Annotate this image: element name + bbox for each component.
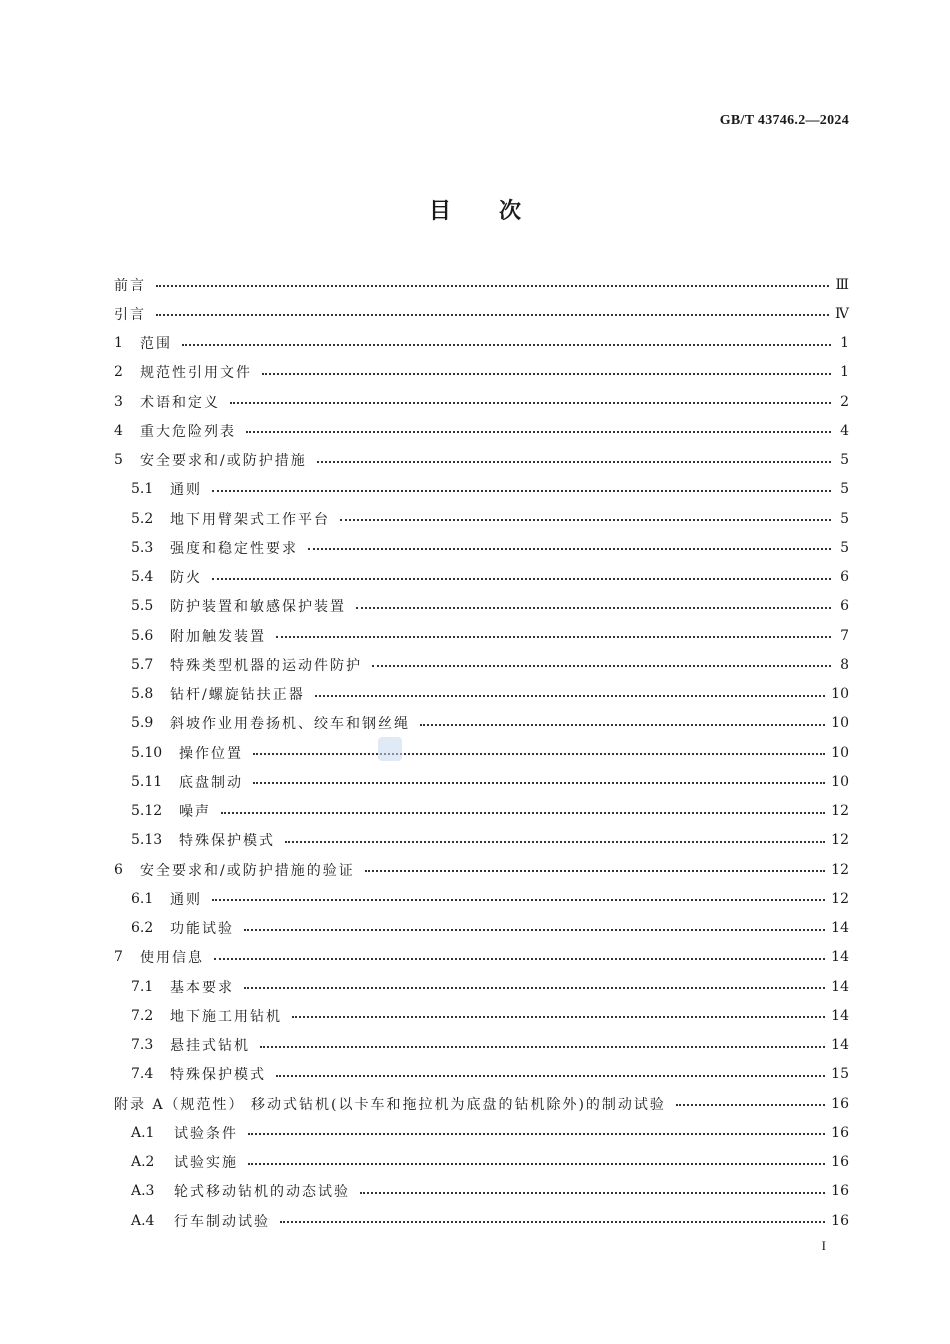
toc-entry-label: 噪声	[179, 804, 211, 821]
toc-entry-number: 3	[114, 393, 123, 410]
toc-entry-page: 14	[831, 949, 849, 966]
toc-entry[interactable]	[114, 416, 849, 445]
toc-entry[interactable]	[114, 738, 849, 767]
toc-entry-label: 前言	[114, 277, 146, 294]
toc-entry-label: 通则	[170, 482, 202, 499]
toc-entry-label: 特殊保护模式	[179, 833, 275, 850]
toc-entry-number: 6.1	[131, 890, 154, 907]
toc-entry-page: 12	[831, 803, 849, 820]
toc-entry[interactable]	[114, 884, 849, 913]
toc-entry-label: 轮式移动钻机的动态试验	[174, 1184, 350, 1201]
toc-entry-number: 5.4	[131, 569, 154, 586]
toc-leader-dots	[372, 664, 831, 667]
toc-entry-page: 7	[840, 627, 849, 644]
toc-entry-label: 地下用臂架式工作平台	[170, 511, 330, 528]
toc-entry-number: 5.1	[131, 481, 154, 498]
toc-leader-dots	[221, 811, 825, 814]
toc-entry[interactable]	[114, 855, 849, 884]
toc-leader-dots	[248, 1162, 825, 1165]
toc-leader-dots	[182, 343, 831, 346]
toc-entry[interactable]	[114, 475, 849, 504]
toc-entry-page: 10	[831, 773, 849, 790]
toc-leader-dots	[212, 489, 831, 492]
toc-entry-label: 地下施工用钻机	[170, 1008, 282, 1025]
toc-entry-number: 5.2	[131, 510, 154, 527]
toc-entry-number: 5.9	[131, 715, 154, 732]
toc-leader-dots	[356, 606, 831, 609]
toc-entry[interactable]	[114, 592, 849, 621]
toc-entry-number: 6.2	[131, 920, 154, 937]
toc-entry-page: 2	[840, 393, 849, 410]
toc-entry[interactable]	[114, 767, 849, 796]
toc-entry-page: 16	[831, 1212, 849, 1229]
toc-entry[interactable]	[114, 680, 849, 709]
toc-entry-label: 强度和稳定性要求	[170, 540, 298, 557]
toc-entry[interactable]	[114, 650, 849, 679]
toc-entry-page: 15	[831, 1066, 849, 1083]
toc-entry-number: A.4	[131, 1212, 155, 1229]
toc-leader-dots	[276, 635, 831, 638]
toc-leader-dots	[248, 1132, 825, 1135]
toc-entry[interactable]	[114, 972, 849, 1001]
toc-entry-number: 7.4	[131, 1066, 154, 1083]
toc-entry-number: 5.3	[131, 539, 154, 556]
toc-entry-number: 7	[114, 949, 123, 966]
toc-leader-dots	[317, 460, 831, 463]
toc-entry[interactable]	[114, 387, 849, 416]
toc-entry-label: 防护装置和敏感保护装置	[170, 599, 346, 616]
toc-entry-label: 重大危险列表	[140, 423, 236, 440]
toc-entry[interactable]	[114, 1177, 849, 1206]
toc-entry-page: Ⅳ	[835, 305, 849, 322]
toc-leader-dots	[360, 1191, 825, 1194]
toc-entry-number: 5.5	[131, 598, 154, 615]
toc-entry[interactable]	[114, 1060, 849, 1089]
toc-entry[interactable]	[114, 621, 849, 650]
toc-entry-page: 6	[840, 569, 849, 586]
toc-entry-page: 5	[840, 510, 849, 527]
toc-entry-label: 附加触发装置	[170, 628, 266, 645]
toc-entry-label: 底盘制动	[179, 774, 243, 791]
toc-entry-number: 7.3	[131, 1037, 154, 1054]
toc-entry-page: 16	[831, 1154, 849, 1171]
toc-leader-dots	[365, 869, 825, 872]
standard-code: GB/T 43746.2—2024	[719, 113, 849, 128]
toc-entry-page: Ⅲ	[835, 276, 849, 293]
toc-entry-label: 规范性引用文件	[140, 365, 252, 382]
toc-entry-page: 1	[840, 335, 849, 352]
toc-entry-number: 1	[114, 335, 123, 352]
toc-entry[interactable]	[114, 1118, 849, 1147]
toc-entry[interactable]	[114, 1001, 849, 1030]
toc-entry-page: 16	[831, 1183, 849, 1200]
toc-entry-label: 术语和定义	[140, 394, 220, 411]
toc-entry-label: 钻杆/螺旋钻扶正器	[170, 687, 305, 704]
toc-entry-label: 安全要求和/或防护措施的验证	[140, 862, 355, 879]
toc-entry-label: 特殊类型机器的运动件防护	[170, 657, 362, 674]
toc-leader-dots	[262, 372, 831, 375]
toc-entry-page: 5	[840, 481, 849, 498]
toc-entry-number: A.2	[131, 1154, 155, 1171]
toc-entry[interactable]	[114, 1031, 849, 1060]
toc-entry-page: 12	[831, 861, 849, 878]
toc-entry[interactable]	[114, 1089, 849, 1118]
toc-leader-dots	[420, 723, 825, 726]
toc-entry-label: 安全要求和/或防护措施	[140, 453, 307, 470]
toc-entry-label: 行车制动试验	[174, 1213, 270, 1230]
toc-entry[interactable]	[114, 299, 849, 328]
watermark-icon	[378, 737, 402, 761]
toc-entry-label: 范围	[140, 336, 172, 353]
toc-leader-dots	[308, 547, 831, 550]
toc-entry-page: 5	[840, 539, 849, 556]
toc-leader-dots	[253, 752, 825, 755]
toc-entry-page: 4	[840, 422, 849, 439]
toc-entry-page: 12	[831, 832, 849, 849]
toc-entry-label: 通则	[170, 891, 202, 908]
toc-entry-page: 1	[840, 364, 849, 381]
toc-entry-page: 6	[840, 598, 849, 615]
toc-entry-page: 14	[831, 920, 849, 937]
toc-entry[interactable]	[114, 329, 849, 358]
toc-leader-dots	[260, 1045, 825, 1048]
toc-entry[interactable]	[114, 563, 849, 592]
toc-entry-number: 5.6	[131, 627, 154, 644]
toc-entry-page: 14	[831, 1007, 849, 1024]
toc-entry-number: 5.11	[131, 773, 163, 790]
toc-leader-dots	[156, 313, 829, 316]
toc-entry[interactable]	[114, 533, 849, 562]
toc-leader-dots	[230, 401, 831, 404]
toc-entry[interactable]	[114, 1206, 849, 1235]
toc-entry-label: 悬挂式钻机	[170, 1038, 250, 1055]
toc-entry-label: 功能试验	[170, 921, 234, 938]
toc-leader-dots	[244, 928, 825, 931]
toc-leader-dots	[212, 898, 825, 901]
toc-entry-number: 5.13	[131, 832, 163, 849]
toc-leader-dots	[276, 1074, 825, 1077]
toc-leader-dots	[280, 1220, 825, 1223]
toc-entry-number: 7.2	[131, 1007, 154, 1024]
toc-entry-number: 5	[114, 452, 123, 469]
toc-entry[interactable]	[114, 709, 849, 738]
toc-entry-label: 基本要求	[170, 979, 234, 996]
toc-entry-number: 4	[114, 422, 123, 439]
toc-leader-dots	[292, 1015, 825, 1018]
toc-entry-page: 16	[831, 1095, 849, 1112]
toc-entry-page: 10	[831, 686, 849, 703]
toc-entry-label: 斜坡作业用卷扬机、绞车和钢丝绳	[170, 716, 410, 733]
toc-entry-number: 5.7	[131, 656, 154, 673]
toc-leader-dots	[244, 986, 825, 989]
toc-entry[interactable]	[114, 1148, 849, 1177]
toc-entry-page: 5	[840, 452, 849, 469]
toc-entry-label: 引言	[114, 306, 146, 323]
page-number: I	[821, 1238, 826, 1253]
toc-entry-label: 防火	[170, 570, 202, 587]
toc-entry-page: 8	[840, 656, 849, 673]
toc-entry[interactable]	[114, 943, 849, 972]
toc-entry-label: 试验条件	[174, 1125, 238, 1142]
toc-entry-number: 6	[114, 861, 123, 878]
toc-entry[interactable]	[114, 797, 849, 826]
toc-entry-number: A.3	[131, 1183, 155, 1200]
toc-entry-number: 7.1	[131, 978, 154, 995]
toc-leader-dots	[285, 840, 825, 843]
toc-leader-dots	[676, 1103, 825, 1106]
toc-leader-dots	[214, 957, 825, 960]
toc-entry-label: 试验实施	[174, 1155, 238, 1172]
toc-entry-number: 5.12	[131, 803, 163, 820]
toc-entry[interactable]	[114, 446, 849, 475]
toc-entry-page: 16	[831, 1124, 849, 1141]
toc-entry-page: 12	[831, 890, 849, 907]
toc-leader-dots	[253, 781, 825, 784]
toc-entry[interactable]	[114, 270, 849, 299]
toc-entry[interactable]	[114, 826, 849, 855]
toc-entry-page: 10	[831, 715, 849, 732]
toc-entry-page: 14	[831, 978, 849, 995]
page-title: 目次	[428, 199, 569, 224]
toc-leader-dots	[315, 694, 825, 697]
toc-entry-label: 操作位置	[179, 745, 243, 762]
toc-entry-number: 5.10	[131, 744, 163, 761]
toc-leader-dots	[156, 284, 829, 287]
toc-entry-number: 5.8	[131, 686, 154, 703]
toc-entry[interactable]	[114, 358, 849, 387]
toc-leader-dots	[246, 430, 831, 433]
toc-leader-dots	[340, 518, 831, 521]
toc-entry-number: A.1	[131, 1124, 155, 1141]
table-of-contents	[114, 270, 849, 1235]
toc-entry-label: 使用信息	[140, 950, 204, 967]
toc-leader-dots	[212, 577, 831, 580]
toc-entry[interactable]	[114, 914, 849, 943]
toc-entry-page: 14	[831, 1037, 849, 1054]
toc-entry-number: 2	[114, 364, 123, 381]
toc-entry-page: 10	[831, 744, 849, 761]
toc-entry-label: 特殊保护模式	[170, 1067, 266, 1084]
toc-entry[interactable]	[114, 504, 849, 533]
toc-entry-label: 附录 A（规范性） 移动式钻机(以卡车和拖拉机为底盘的钻机除外)的制动试验	[114, 1096, 666, 1113]
